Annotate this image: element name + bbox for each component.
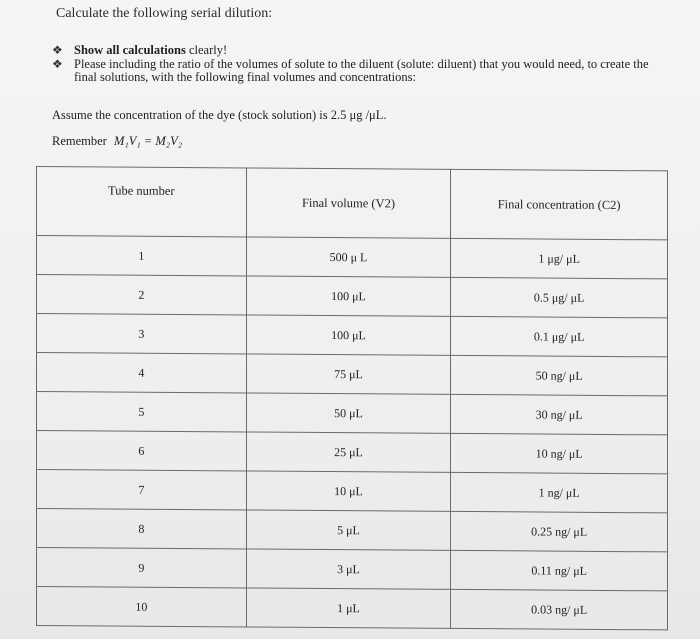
cell-final-volume: 100 μL bbox=[246, 315, 451, 355]
table-row bbox=[37, 509, 668, 552]
instruction-text: Please including the ratio of the volumes of solute to the diluent (solute: diluent) that you would need, to create the final solutions, with the following final volumes and concentrations: bbox=[74, 57, 649, 84]
header-tube-number: Tube number bbox=[37, 167, 247, 237]
dilution-table-container bbox=[36, 166, 668, 617]
cell-tube-number: 3 bbox=[37, 314, 247, 354]
cell-tube-number: 2 bbox=[37, 275, 247, 315]
dilution-formula: M₁V₁ = M₂V₂ bbox=[113, 134, 183, 148]
cell-final-volume: 5 μL bbox=[246, 510, 451, 550]
instruction-list bbox=[52, 44, 652, 85]
cell-tube-number: 1 bbox=[37, 236, 247, 276]
cell-final-concentration: 10 ng/ μL bbox=[451, 433, 668, 474]
cell-tube-number: 7 bbox=[37, 470, 247, 510]
cell-final-concentration: 1 ng/ μL bbox=[451, 472, 668, 513]
cell-final-volume: 1 μL bbox=[246, 588, 451, 628]
page-title: Calculate the following serial dilution: bbox=[56, 6, 273, 21]
cell-tube-number: 5 bbox=[37, 392, 247, 432]
table-row bbox=[37, 392, 668, 435]
cell-final-volume: 25 μL bbox=[246, 432, 451, 472]
formula-reminder bbox=[52, 134, 182, 149]
cell-final-volume: 10 μL bbox=[246, 471, 451, 511]
table-row bbox=[37, 548, 668, 591]
instruction-bold: Show all calculations bbox=[74, 43, 186, 57]
table-row bbox=[37, 275, 668, 318]
table-row bbox=[37, 314, 668, 357]
stock-concentration-note: Assume the concentration of the dye (stock solution) is 2.5 μg /μL. bbox=[52, 108, 387, 122]
cell-final-volume: 50 μL bbox=[246, 393, 451, 433]
table-row bbox=[37, 587, 668, 630]
cell-final-concentration: 0.25 ng/ μL bbox=[451, 511, 668, 552]
instruction-rest: clearly! bbox=[185, 43, 228, 57]
diamond-bullet-icon: ❖ bbox=[52, 57, 63, 71]
instruction-item bbox=[52, 58, 652, 84]
remember-label: Remember bbox=[52, 134, 107, 148]
header-final-volume: Final volume (V2) bbox=[246, 168, 451, 238]
cell-final-volume: 500 μ L bbox=[246, 237, 451, 277]
table-header-row bbox=[37, 167, 668, 240]
cell-final-concentration: 0.1 μg/ μL bbox=[451, 316, 668, 357]
cell-final-volume: 100 μL bbox=[246, 276, 451, 316]
table-row bbox=[37, 353, 668, 396]
cell-final-concentration: 30 ng/ μL bbox=[451, 394, 668, 435]
instruction-item bbox=[52, 44, 652, 57]
diamond-bullet-icon: ❖ bbox=[52, 43, 63, 57]
instruction-text bbox=[74, 44, 227, 57]
cell-final-concentration: 0.5 μg/ μL bbox=[451, 277, 668, 318]
cell-final-volume: 3 μL bbox=[246, 549, 451, 589]
table-row bbox=[37, 236, 668, 279]
cell-tube-number: 4 bbox=[37, 353, 247, 393]
table-row bbox=[37, 470, 668, 513]
cell-tube-number: 10 bbox=[37, 587, 247, 627]
cell-final-concentration: 1 μg/ μL bbox=[451, 238, 668, 279]
table-row bbox=[37, 431, 668, 474]
cell-final-concentration: 50 ng/ μL bbox=[451, 355, 668, 396]
cell-tube-number: 9 bbox=[37, 548, 247, 588]
dilution-table bbox=[36, 166, 668, 630]
header-final-concentration: Final concentration (C2) bbox=[451, 169, 668, 240]
cell-tube-number: 8 bbox=[37, 509, 247, 549]
cell-final-concentration: 0.03 ng/ μL bbox=[451, 589, 668, 630]
cell-final-volume: 75 μL bbox=[246, 354, 451, 394]
cell-final-concentration: 0.11 ng/ μL bbox=[451, 550, 668, 591]
cell-tube-number: 6 bbox=[37, 431, 247, 471]
